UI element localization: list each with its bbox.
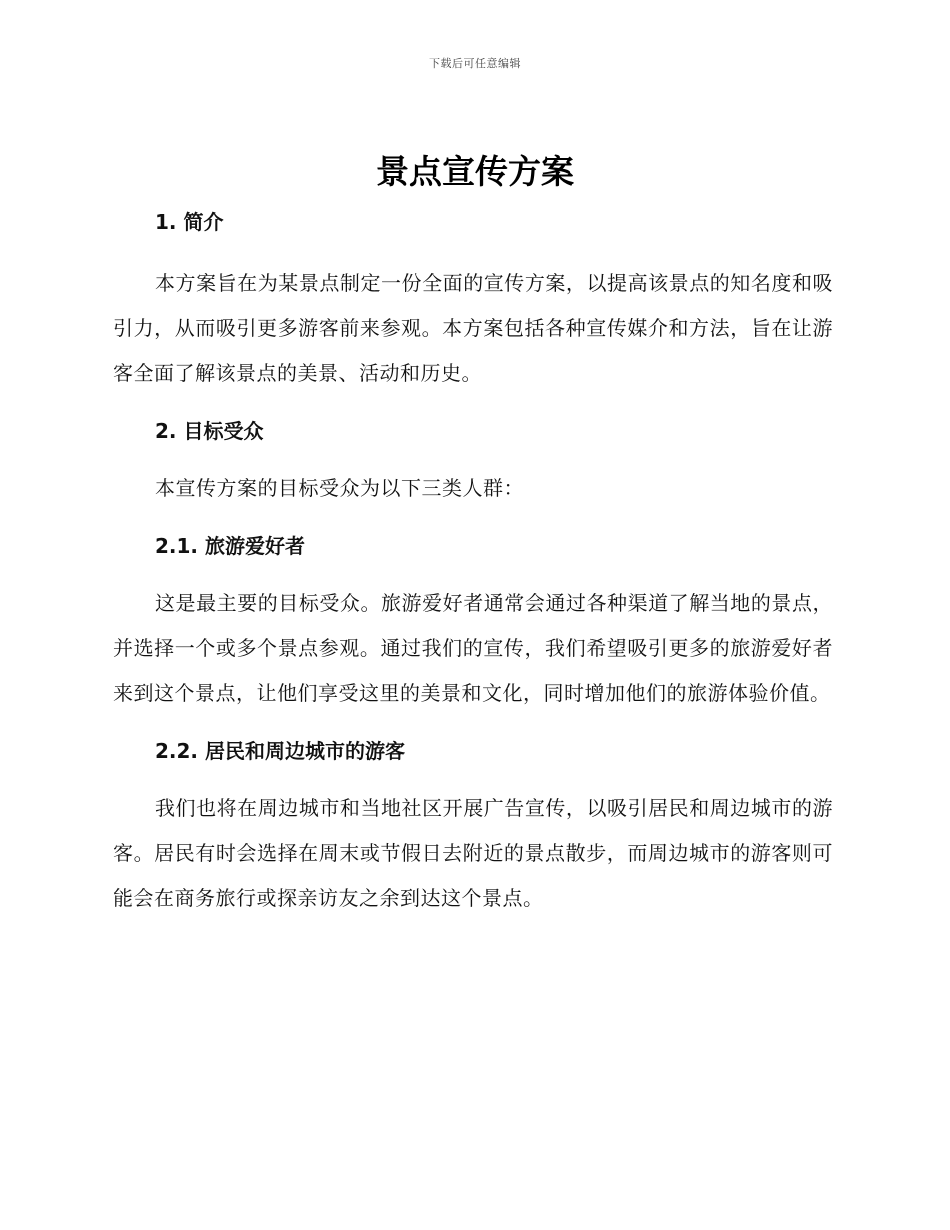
section-paragraph-residents: 我们也将在周边城市和当地社区开展广告宣传，以吸引居民和周边城市的游客。居民有时会选择在周末或节假日去附近的景点散步，而周边城市的游客则可能会在商务旅行或探亲访友之余到达这个景点。 bbox=[113, 796, 833, 910]
section-heading-travel-enthusiasts: 2.1. 旅游爱好者 bbox=[155, 534, 305, 558]
section-paragraph-travel-enthusiasts: 这是最主要的目标受众。旅游爱好者通常会通过各种渠道了解当地的景点，并选择一个或多个景点参观。通过我们的宣传，我们希望吸引更多的旅游爱好者来到这个景点，让他们享受这里的美景和文化，同时增加他们的旅游体验价值。 bbox=[113, 591, 833, 705]
header-note: 下载后可任意编辑 bbox=[429, 57, 521, 70]
document-title: 景点宣传方案 bbox=[376, 152, 574, 191]
section-heading-audience: 2. 目标受众 bbox=[155, 419, 264, 443]
section-heading-intro: 1. 简介 bbox=[155, 210, 224, 234]
document-body bbox=[113, 200, 833, 921]
section-paragraph-intro: 本方案旨在为某景点制定一份全面的宣传方案，以提高该景点的知名度和吸引力，从而吸引更多游客前来参观。本方案包括各种宣传媒介和方法，旨在让游客全面了解该景点的美景、活动和历史。 bbox=[113, 271, 833, 385]
section-heading-residents: 2.2. 居民和周边城市的游客 bbox=[155, 739, 405, 763]
section-paragraph-audience: 本宣传方案的目标受众为以下三类人群： bbox=[155, 476, 524, 500]
